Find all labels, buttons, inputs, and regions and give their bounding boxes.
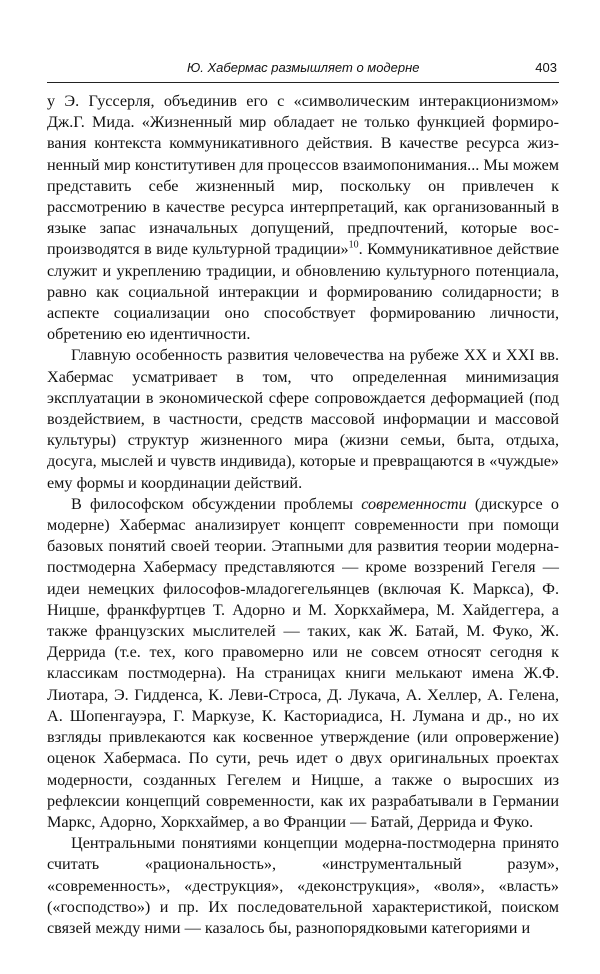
running-header bbox=[47, 58, 559, 83]
paragraph-3-text-after: (дискурсе о модерне) Хабермас анализирует концепт современности при помощи базовых понятий своей теории. Этапными для развития теории модерна-постмодерна Хабермасу представляются — кроме воззрений Гегеля — идеи немецких философов-младогегельянцев (включая К. Маркса), Ф. Ницше, франкфуртцев Т. Адорно и М. Хоркхаймера, М. Хайдеггера, а также французских мыслителей — таких, как Ж. Батай, М. Фуко, Ж. Деррида (т.е. тех, кого правомерно или не совсем относят сегодня к классикам постмодерна). На страницах книги мелькают имена Ж.Ф. Лиотара, Э. Гидденса, К. Леви-Строса, Д. Лукача, А. Хеллер, А. Гелена, А. Шопенгауэра, Г. Маркузе, К. Касториадиса, Н. Лумана и др., но их взгляды привлекаются как косвенное утверждение (или опровержение) оценок Хабермаса. По сути, речь идет о двух оригинальных проектах модерности, созданных Гегелем и Ницше, а также о выросших из рефлексии концепций современности, как их разрабатывали в Германии Маркс, Адорно, Хоркхаймер, а во Франции — Батай, Деррида и Фуко. bbox=[47, 494, 559, 831]
paragraph-1-text-after: . Коммуникативное действие служит и укреплению традиции, и обновлению культурного потенциала, равно как социальной интеракции и формированию солидарности; в аспекте социализации оно способствует формированию личности, обретению ею идентичности. bbox=[47, 240, 560, 344]
body-text bbox=[47, 91, 559, 939]
page-number: 403 bbox=[535, 60, 557, 75]
paragraph-2: Главную особенность развития человечества на рубеже XX и XXI вв. Хабермас усматривает в том, что определенная минимизация эксплуатации в экономической сфере сопровождается деформацией (под воздействием, в частности, средств массовой информации и массовой культуры) структур жизненного мира (жизни семьи, быта, отдыха, досуга, мыслей и чувств индивида), которые и превращаются в «чуждые» ему формы и координации действий. bbox=[47, 346, 559, 492]
paragraph-3-text-before: В философском обсуждении проблемы bbox=[71, 494, 362, 513]
emphasized-term: современности bbox=[361, 494, 467, 513]
paragraph-3 bbox=[47, 494, 559, 833]
paragraph-1-text-before: у Э. Гуссерля, объединив его с «символическим интеракционизмом» Дж.Г. Мида. «Жизненный мир обладает не только функцией формирования контекста коммуникативного действия. В качестве ресурса жизненный мир конститутивен для процессов взаимопонимания... Мы можем представить себе жизненный мир, поскольку он привлечен к рассмотрению в качестве ресурса интерпретаций, как организованный в языке запас изначальных допущений, предпочтений, которые воспроизводятся в виде культурной традиции» bbox=[47, 92, 559, 259]
paragraph-4: Центральными понятиями концепции модерна-постмодерна принято считать «рациональность», «инструментальный разум», «современность», «деструкция», «деконструкция», «воля», «власть» («господство») и пр. Их последовательной характеристикой, поиском связей между ними — казалось бы, разнопорядковыми категориями и bbox=[47, 834, 559, 937]
paragraph-1 bbox=[47, 91, 559, 345]
book-page bbox=[47, 58, 559, 939]
footnote-ref: 10 bbox=[348, 240, 359, 252]
running-title: Ю. Хабермас размышляет о модерне bbox=[187, 60, 420, 75]
